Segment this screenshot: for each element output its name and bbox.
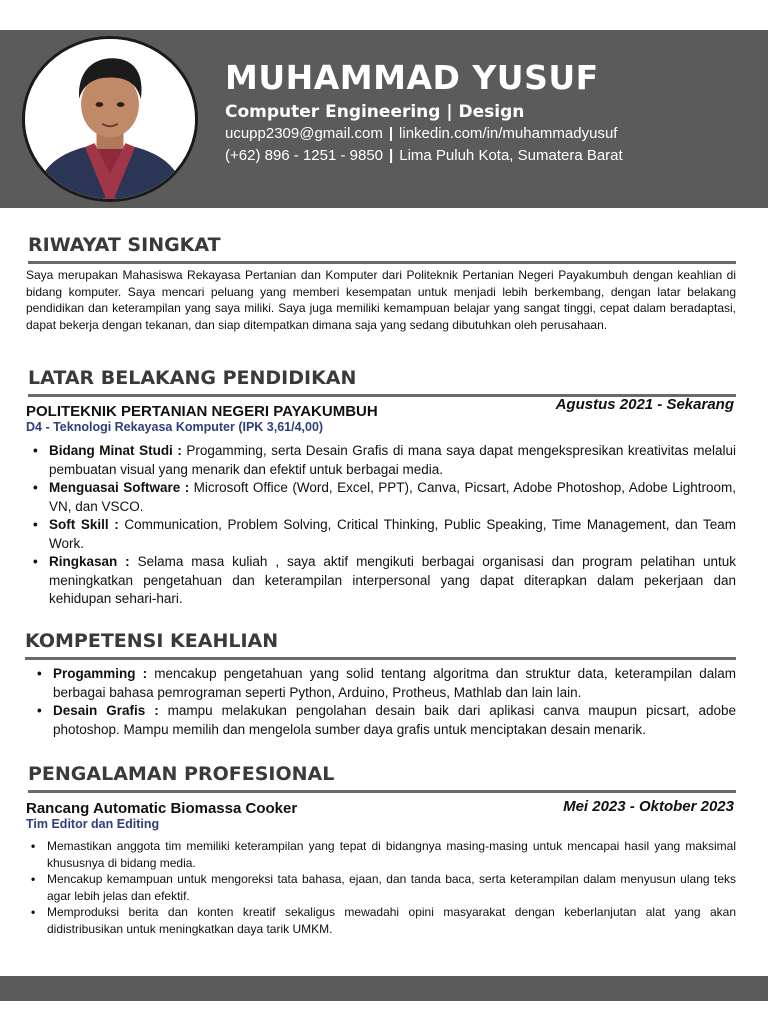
contact-line-1 <box>225 124 755 144</box>
avatar-portrait <box>25 39 195 199</box>
list-item: • Progamming : mencakup pengetahuan yang solid tentang algoritma dan struktur data, keterampilan dalam berbagai bahasa pemrograman seperti Python, Arduino, Protheus, Mathlab dan lain lain. <box>53 665 736 702</box>
education-details-list <box>49 442 736 609</box>
education-institution: POLITEKNIK PERTANIAN NEGERI PAYAKUMBUH <box>26 403 378 420</box>
skills-heading: KOMPETENSI KEAHLIAN <box>25 629 736 660</box>
list-item: • Menguasai Software : Microsoft Office (Word, Excel, PPT), Canva, Picsart, Adobe Photoshop, Adobe Lightroom, VN, dan VSCO. <box>49 479 736 516</box>
list-item: • Mencakup kemampuan untuk mengoreksi tata bahasa, ejaan, dan tanda baca, serta keterampilan dalam menyusun ulang teks agar lebih jelas dan efektif. <box>47 871 736 904</box>
experience-project: Rancang Automatic Biomassa Cooker <box>26 800 298 817</box>
education-heading: LATAR BELAKANG PENDIDIKAN <box>28 366 736 397</box>
list-item: • Bidang Minat Studi : Progamming, serta Desain Grafis di mana saya dapat mengekspresikan kreativitas melalui pembuatan visual yang menarik dan efektif untuk berbagai media. <box>49 442 736 479</box>
experience-details-list <box>47 838 736 938</box>
summary-heading: RIWAYAT SINGKAT <box>28 233 736 264</box>
candidate-name: MUHAMMAD YUSUF <box>225 58 599 97</box>
summary-text: Saya merupakan Mahasiswa Rekayasa Pertanian dan Komputer dari Politeknik Pertanian Negeri Payakumbuh dengan keahlian di bidang komputer. Saya mencari peluang yang memberi kesempatan untuk menjadi lebih berkembang, dengan latar belakang pendidikan dan keterampilan yang saya miliki. Saya juga memiliki kemampuan belajar yang sangat tinggi, cepat dalam beradaptasi, dapat bekerja dengan tekanan, dan siap ditempatkan dimana saja yang sedang dibutuhkan oleh perusahaan. <box>26 268 736 332</box>
location: Lima Puluh Kota, Sumatera Barat <box>399 147 623 164</box>
education-date: Agustus 2021 - Sekarang <box>555 396 734 413</box>
separator: | <box>388 125 394 142</box>
linkedin-link[interactable]: linkedin.com/in/muhammadyusuf <box>399 125 618 142</box>
education-program: D4 - Teknologi Rekayasa Komputer (IPK 3,61/4,00) <box>26 420 324 434</box>
contact-line-2 <box>225 146 755 166</box>
phone-number: (+62) 896 - 1251 - 9850 <box>225 147 384 164</box>
list-item: • Memastikan anggota tim memiliki keterampilan yang tepat di bidangnya masing-masing untuk mencapai hasil yang maksimal khususnya di bidang media. <box>47 838 736 871</box>
experience-role: Tim Editor dan Editing <box>26 817 160 831</box>
list-item: • Soft Skill : Communication, Problem Solving, Critical Thinking, Public Speaking, Time Management, dan Team Work. <box>49 516 736 553</box>
list-item: • Memproduksi berita dan konten kreatif sekaligus mewadahi opini masyarakat dengan keberlanjutan alat yang akan didistribusikan untuk meningkatkan daya tarik UMKM. <box>47 904 736 937</box>
profile-photo <box>22 36 198 202</box>
list-item: • Ringkasan : Selama masa kuliah , saya aktif mengikuti berbagai organisasi dan program pelatihan untuk meningkatkan pengetahuan dan keterampilan interpersonal yang dapat diterapkan dalam pekerjaan dan kehidupan sehari-hari. <box>49 553 736 609</box>
list-item: • Desain Grafis : mampu melakukan pengolahan desain baik dari aplikasi canva maupun picsart, adobe photoshop. Mampu memilih dan mengelola sumber daya grafis untuk menciptakan desain menarik. <box>53 702 736 739</box>
candidate-subtitle: Computer Engineering | Design <box>225 102 525 122</box>
experience-heading: PENGALAMAN PROFESIONAL <box>28 762 736 793</box>
separator: | <box>389 147 394 164</box>
experience-date: Mei 2023 - Oktober 2023 <box>563 798 734 815</box>
footer-bar <box>0 976 768 1001</box>
skills-list <box>53 665 736 739</box>
email-link[interactable]: ucupp2309@gmail.com <box>225 125 383 142</box>
